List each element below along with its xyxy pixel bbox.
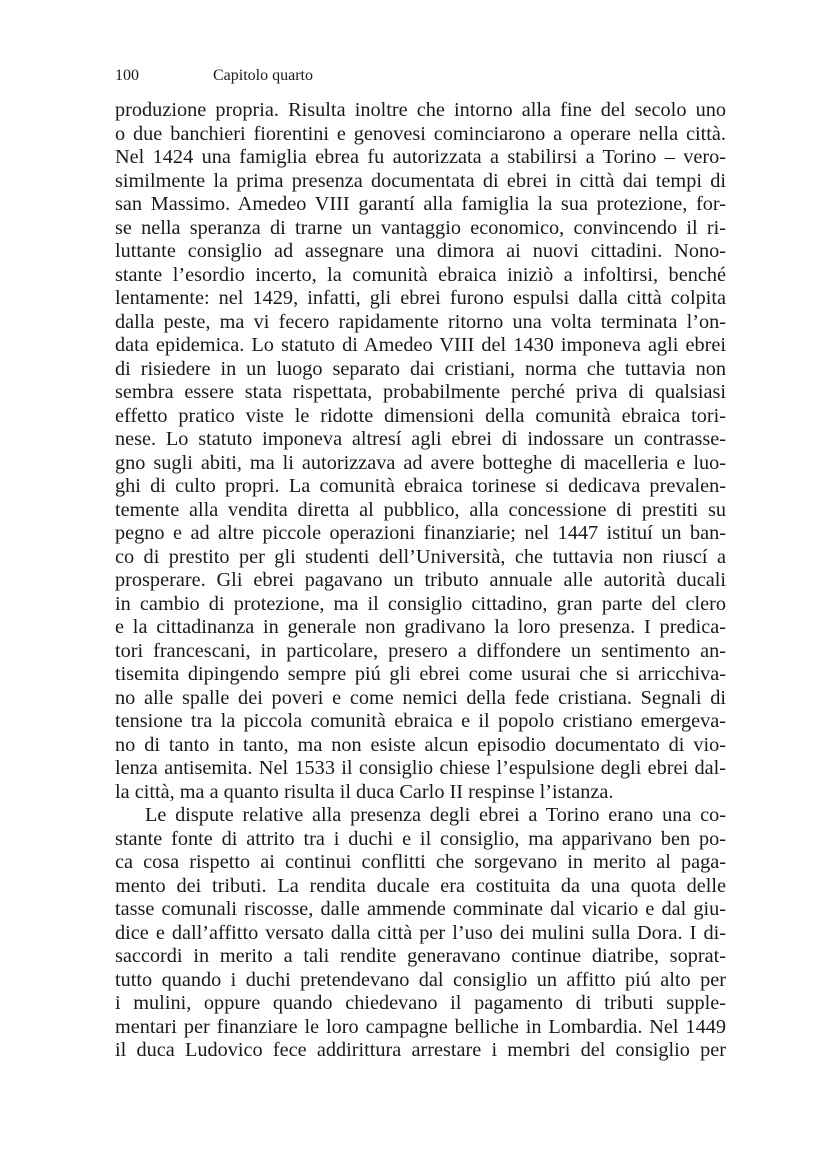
text-line: tori francescani, in particolare, presero a diffondere un sentimento an- xyxy=(115,639,726,662)
text-line: stante l’esordio incerto, la comunità ebraica iniziò a infoltirsi, benché xyxy=(115,263,726,286)
text-line: mentari per finanziare le loro campagne belliche in Lombardia. Nel 1449 xyxy=(115,1015,726,1038)
text-line: lenza antisemita. Nel 1533 il consiglio chiese l’espulsione degli ebrei dal- xyxy=(115,757,726,779)
text-line: dalla peste, ma vi fecero rapidamente ritorno una volta terminata l’on- xyxy=(115,310,726,333)
text-line: no alle spalle dei poveri e come nemici della fede cristiana. Segnali di xyxy=(115,686,726,709)
text-line: luttante consiglio ad assegnare una dimora ai nuovi cittadini. Nono- xyxy=(115,240,726,262)
text-line: ca cosa rispetto ai continui conflitti che sorgevano in merito al paga- xyxy=(115,851,726,873)
text-line: no di tanto in tanto, ma non esiste alcun episodio documentato di vio- xyxy=(115,733,726,756)
text-line: data epidemica. Lo statuto di Amedeo VIII del 1430 imponeva agli ebrei xyxy=(115,334,726,356)
paragraph-end-line: la città, ma a quanto risulta il duca Carlo II respinse l’istanza. xyxy=(115,780,614,803)
body-text xyxy=(115,99,726,1063)
text-line: i mulini, oppure quando chiedevano il pagamento di tributi supple- xyxy=(115,992,726,1014)
text-line: stante fonte di attrito tra i duchi e il consiglio, ma apparivano ben po- xyxy=(115,827,726,850)
text-line: o due banchieri fiorentini e genovesi cominciarono a operare nella città. xyxy=(115,122,726,145)
text-line: prosperare. Gli ebrei pagavano un tributo annuale alle autorità ducali xyxy=(115,569,726,591)
page-number: 100 xyxy=(115,67,139,84)
text-line: nese. Lo statuto imponeva altresí agli ebrei di indossare un contrasse- xyxy=(115,428,726,450)
text-line: e la cittadinanza in generale non gradivano la loro presenza. I predica- xyxy=(115,616,726,638)
text-line: effetto pratico viste le ridotte dimensioni della comunità ebraica tori- xyxy=(115,404,726,427)
text-line: pegno e ad altre piccole operazioni finanziarie; nel 1447 istituí un ban- xyxy=(115,522,726,544)
text-line: tutto quando i duchi pretendevano dal consiglio un affitto piú alto per xyxy=(115,968,726,991)
text-line: tensione tra la piccola comunità ebraica e il popolo cristiano emergeva- xyxy=(115,710,726,732)
text-line: lentamente: nel 1429, infatti, gli ebrei furono espulsi dalla città colpita xyxy=(115,287,726,309)
text-line: similmente la prima presenza documentata di ebrei in città dai tempi di xyxy=(115,169,726,192)
text-line: co di prestito per gli studenti dell’Università, che tuttavia non riuscí a xyxy=(115,545,726,568)
text-line: mento dei tributi. La rendita ducale era costituita da una quota delle xyxy=(115,874,726,897)
text-line: produzione propria. Risulta inoltre che intorno alla fine del secolo uno xyxy=(115,99,726,121)
text-line: in cambio di protezione, ma il consiglio cittadino, gran parte del clero xyxy=(115,592,726,615)
text-line: tasse comunali riscosse, dalle ammende comminate dal vicario e dal giu- xyxy=(115,898,726,920)
text-line: se nella speranza di trarne un vantaggio economico, convincendo il ri- xyxy=(115,216,726,239)
text-line: saccordi in merito a tali rendite generavano continue diatribe, soprat- xyxy=(115,945,726,967)
text-line: temente alla vendita diretta al pubblico, alla concessione di prestiti su xyxy=(115,498,726,521)
text-line: sembra essere stata rispettata, probabilmente perché priva di qualsiasi xyxy=(115,381,726,403)
text-line: di risiedere in un luogo separato dai cristiani, norma che tuttavia non xyxy=(115,357,726,380)
text-line: san Massimo. Amedeo VIII garantí alla famiglia la sua protezione, for- xyxy=(115,193,726,215)
running-title: Capitolo quarto xyxy=(213,67,313,84)
text-line: ghi di culto propri. La comunità ebraica torinese si dedicava prevalen- xyxy=(115,475,726,497)
paragraph-start-line: Le dispute relative alla presenza degli ebrei a Torino erano una co- xyxy=(145,804,726,826)
text-line: dice e dall’affitto versato dalla città per l’uso dei mulini sulla Dora. I di- xyxy=(115,921,726,944)
page-header xyxy=(115,66,313,86)
text-line: tisemita dipingendo sempre piú gli ebrei come usurai che si arricchiva- xyxy=(115,663,726,685)
text-line: Nel 1424 una famiglia ebrea fu autorizzata a stabilirsi a Torino – vero- xyxy=(115,146,726,168)
text-line: il duca Ludovico fece addirittura arrestare i membri del consiglio per xyxy=(115,1039,726,1061)
text-line: gno sugli abiti, ma li autorizzava ad avere botteghe di macelleria e luo- xyxy=(115,451,726,474)
